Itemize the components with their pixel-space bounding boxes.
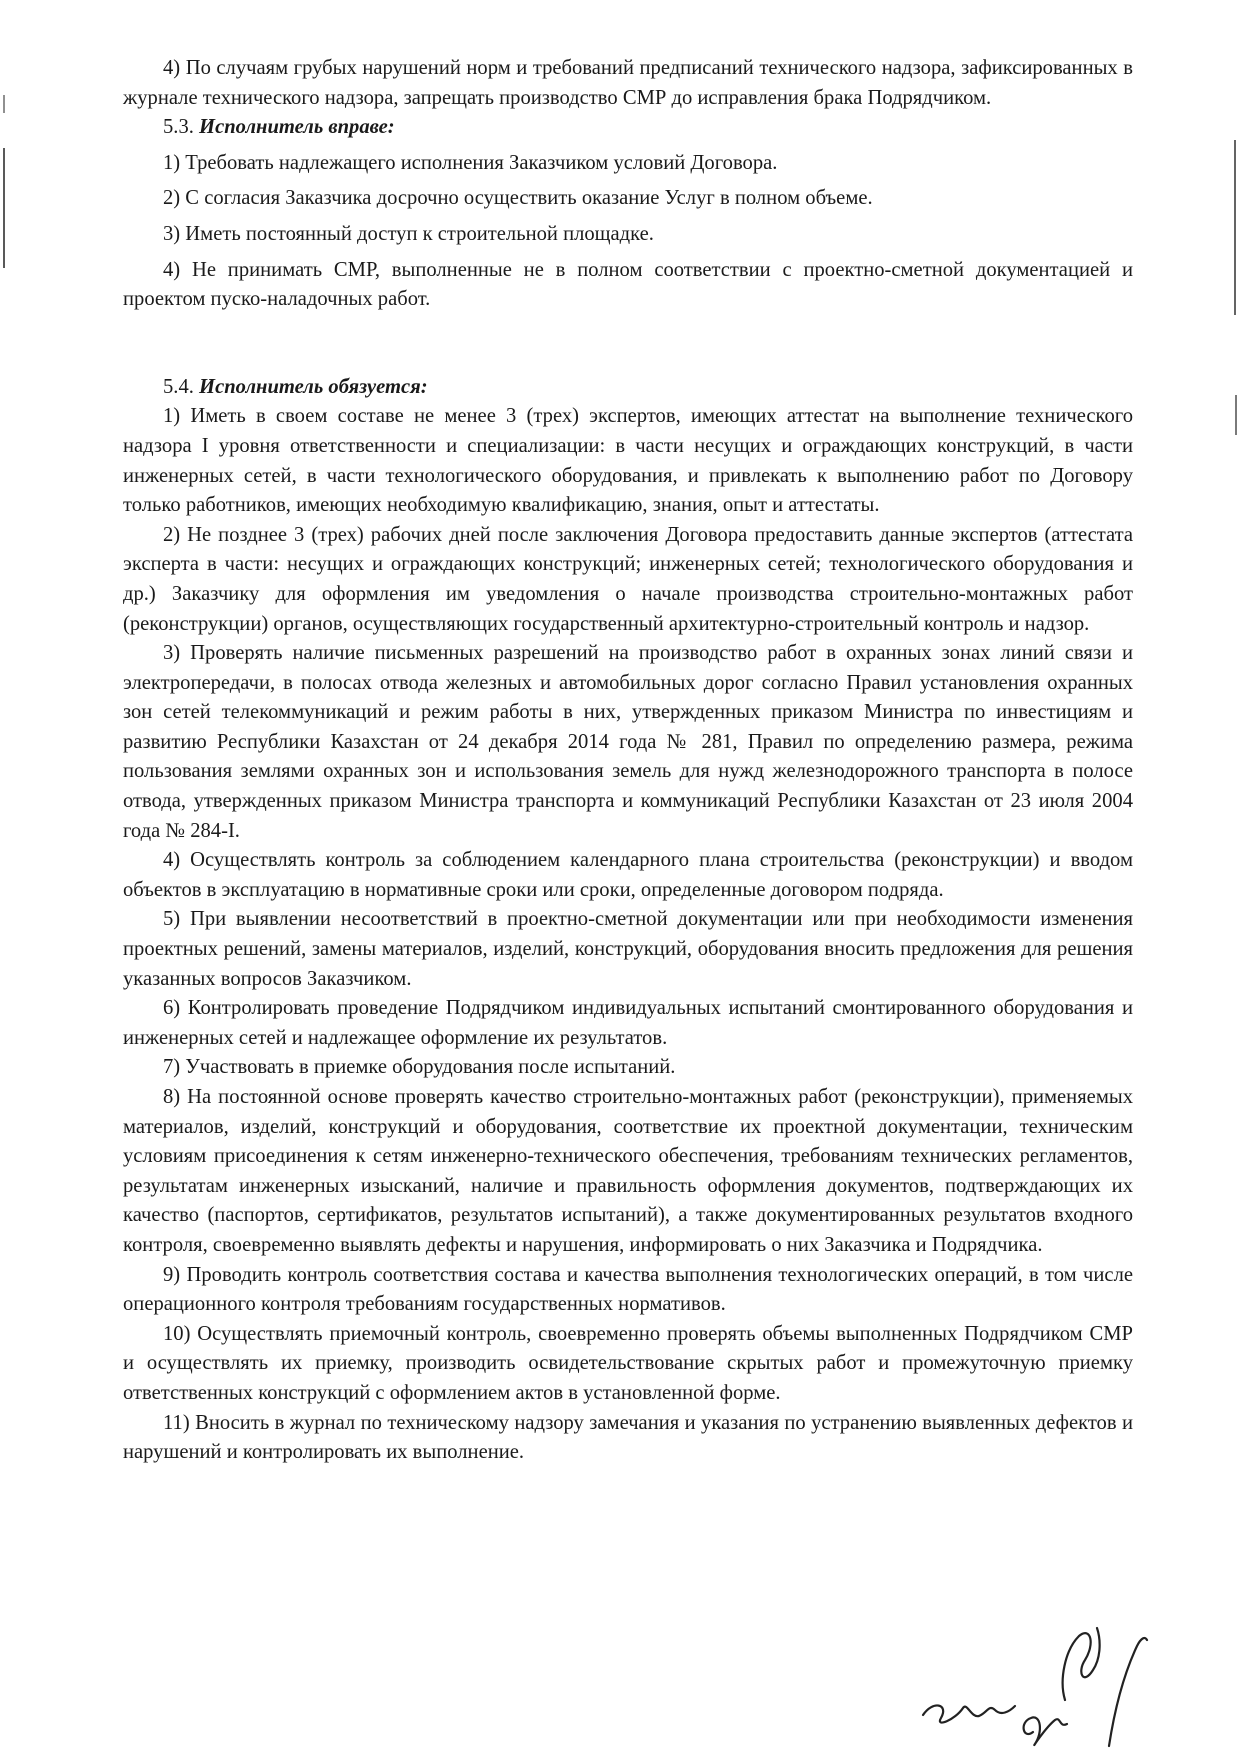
handwritten-signature [915,1600,1155,1750]
section-5-4-title: Исполнитель обязуется: [199,375,428,398]
scan-edge-mark-right [1234,140,1236,315]
section-5-4-item-1: 1) Иметь в своем составе не менее 3 (трех) экспертов, имеющих аттестат на выполнение технического надзора I уровня ответственности и специализации: в части несущих и ограждающих конструкций, в части инженерных сетей, в части технологического оборудования, и привлекать к выполнению работ по Договору только работников, имеющих необходимую квалификацию, знания, опыт и аттестаты. [123,405,1133,517]
section-5-3-number: 5.3. [163,116,194,139]
section-5-4-item-7: 7) Участвовать в приемке оборудования после испытаний. [163,1056,676,1079]
section-5-3-item-1: 1) Требовать надлежащего исполнения Заказчиком условий Договора. [163,151,778,174]
scan-edge-mark-left [3,148,5,268]
section-5-4-item-5: 5) При выявлении несоответствий в проектно-сметной документации или при необходимости изменения проектных решений, замены материалов, изделий, конструкций, оборудования вносить предложения для решения указанных вопросов Заказчиком. [123,908,1133,990]
section-5-3-item-3: 3) Иметь постоянный доступ к строительной площадке. [163,222,654,245]
section-5-3-item-4: 4) Не принимать СМР, выполненные не в полном соответствии с проектно-сметной документацией и проектом пуско-наладочных работ. [123,258,1133,311]
section-5-4-item-8: 8) На постоянной основе проверять качество строительно-монтажных работ (реконструкции), применяемых материалов, изделий, конструкций и оборудования, соответствие их проектной документации, техническим условиям присоединения к сетям инженерно-технического обеспечения, требованиям технических регламентов, результатам инженерных изысканий, наличие и правильность оформления документов, подтверждающих их качество (паспортов, сертификатов, результатов испытаний), а также документированных результатов входного контроля, своевременно выявлять дефекты и нарушения, информировать о них Заказчика и Подрядчика. [123,1086,1133,1256]
section-5-4-item-10: 10) Осуществлять приемочный контроль, своевременно проверять объемы выполненных Подрядчиком СМР и осуществлять их приемку, производить освидетельствование скрытых работ и промежуточную приемку ответственных конструкций с оформлением актов в установленной форме. [123,1322,1133,1404]
section-5-4-number: 5.4. [163,375,194,398]
section-5-4-item-3: 3) Проверять наличие письменных разрешений на производство работ в охранных зонах линий связи и электропередачи, в полосах отвода железных и автомобильных дорог согласно Правил установления охранных зон сетей телекоммуникаций и режим работы в них, утвержденных приказом Министра по инвестициям и развитию Республики Казахстан от 24 декабря 2014 года № 281, Правил по определению размера, режима пользования землями охранных зон и использования земель для нужд железнодорожного транспорта в полосе отвода, утвержденных приказом Министра транспорта и коммуникаций Республики Казахстан от 23 июля 2004 года № 284-I. [123,642,1133,842]
document-body [123,54,1133,1468]
scan-edge-mark-left-2 [3,95,5,113]
section-5-3-item-2: 2) С согласия Заказчика досрочно осуществить оказание Услуг в полном объеме. [163,187,873,210]
section-5-3-heading [123,113,1133,143]
section-5-4-item-2: 2) Не позднее 3 (трех) рабочих дней после заключения Договора предоставить данные экспертов (аттестата эксперта в части: несущих и ограждающих конструкций; инженерных сетей; технологического оборудования и др.) Заказчику для оформления им уведомления о начале производства строительно-монтажных работ (реконструкции) органов, осуществляющих государственный архитектурно-строительный контроль и надзор. [123,523,1133,635]
section-5-4-item-4: 4) Осуществлять контроль за соблюдением календарного плана строительства (реконструкции) и вводом объектов в эксплуатацию в нормативные сроки или сроки, определенные договором подряда. [123,849,1133,901]
signature-stroke-1 [923,1705,1015,1722]
paragraph-5-3-tail-item-4: 4) По случаям грубых нарушений норм и требований предписаний технического надзора, зафиксированных в журнале технического надзора, запрещать производство СМР до исправления брака Подрядчиком. [123,57,1133,109]
signature-stroke-2 [1024,1717,1067,1745]
scan-edge-mark-right-2 [1235,395,1237,435]
section-5-3-title: Исполнитель вправе: [199,116,395,139]
section-5-4-heading [123,373,1133,403]
signature-stroke-3 [1063,1628,1100,1700]
section-5-4-item-11: 11) Вносить в журнал по техническому надзору замечания и указания по устранению выявленных дефектов и нарушений и контролировать их выполнение. [123,1411,1133,1464]
signature-stroke-4 [1109,1638,1147,1746]
section-5-4-item-9: 9) Проводить контроль соответствия состава и качества выполнения технологических операций, в том числе операционного контроля требованиям государственных нормативов. [123,1263,1133,1316]
section-5-4-item-6: 6) Контролировать проведение Подрядчиком индивидуальных испытаний смонтированного оборудования и инженерных сетей и надлежащее оформление их результатов. [123,997,1133,1049]
